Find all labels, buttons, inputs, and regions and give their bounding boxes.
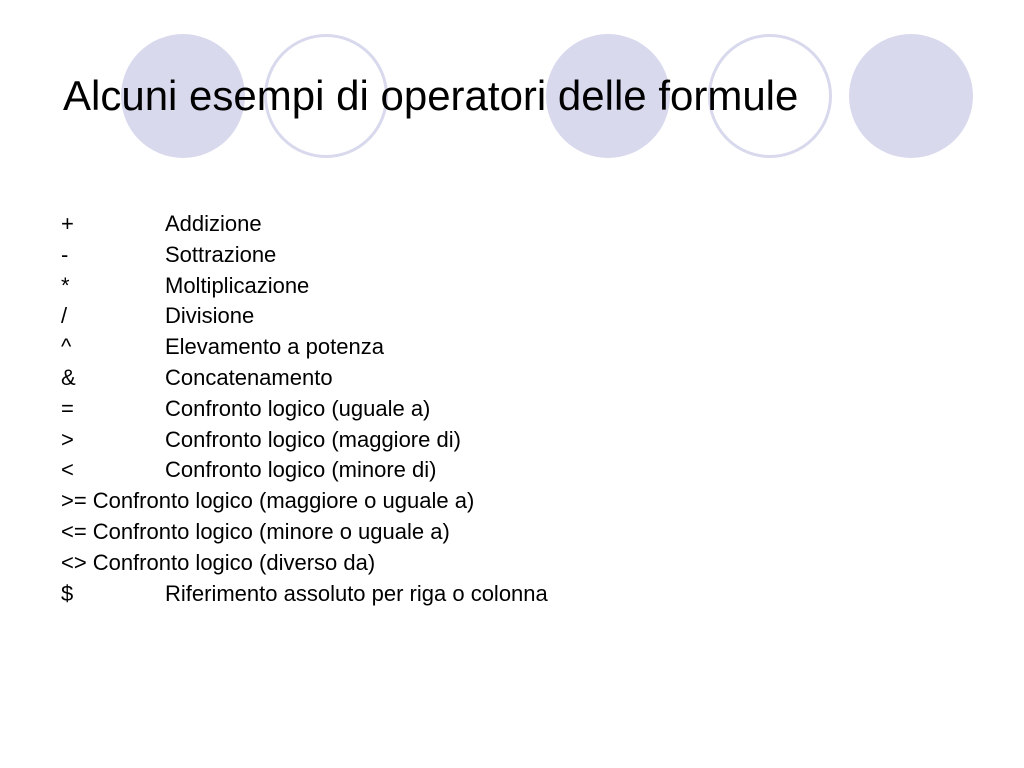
operator-description: Divisione [165,303,255,329]
decorative-circle [849,34,973,158]
list-item [61,301,548,332]
operator-symbol: - [61,241,69,267]
operator-symbol: >= [61,488,87,514]
operator-symbol: <= [61,518,87,544]
operator-description: Sottrazione [165,241,277,267]
operator-description: Elevamento a potenza [165,334,384,360]
operator-symbol: / [61,303,68,329]
operator-description: Confronto logico (minore di) [165,457,437,483]
list-item [61,271,548,302]
operator-description: Confronto logico (maggiore di) [165,426,461,452]
operator-list [61,209,548,609]
list-item [61,394,548,425]
operator-symbol: + [61,211,74,236]
list-item [61,517,548,548]
operator-symbol: ^ [61,334,72,360]
list-item [61,363,548,394]
list-item [61,425,548,456]
list-item [61,579,548,610]
operator-symbol: < [61,457,74,483]
operator-description: Confronto logico (diverso da) [92,549,376,575]
operator-symbol: & [61,364,76,390]
operator-symbol: = [61,395,74,421]
list-item [61,209,548,240]
operator-symbol: $ [61,580,74,606]
operator-description: Confronto logico (uguale a) [165,395,431,421]
operator-description: Concatenamento [165,364,333,390]
list-item [61,486,548,517]
operator-description: Confronto logico (minore o uguale a) [92,518,450,544]
slide-title: Alcuni esempi di operatori delle formule [63,72,799,119]
operator-symbol: * [61,272,70,298]
operator-description: Riferimento assoluto per riga o colonna [165,580,548,606]
list-item [61,332,548,363]
operator-description: Addizione [165,211,262,236]
list-item [61,240,548,271]
operator-symbol: > [61,426,74,452]
list-item [61,455,548,486]
list-item [61,548,548,579]
operator-description: Confronto logico (maggiore o uguale a) [92,488,475,514]
operator-symbol: <> [61,549,87,575]
operator-description: Moltiplicazione [165,272,310,298]
